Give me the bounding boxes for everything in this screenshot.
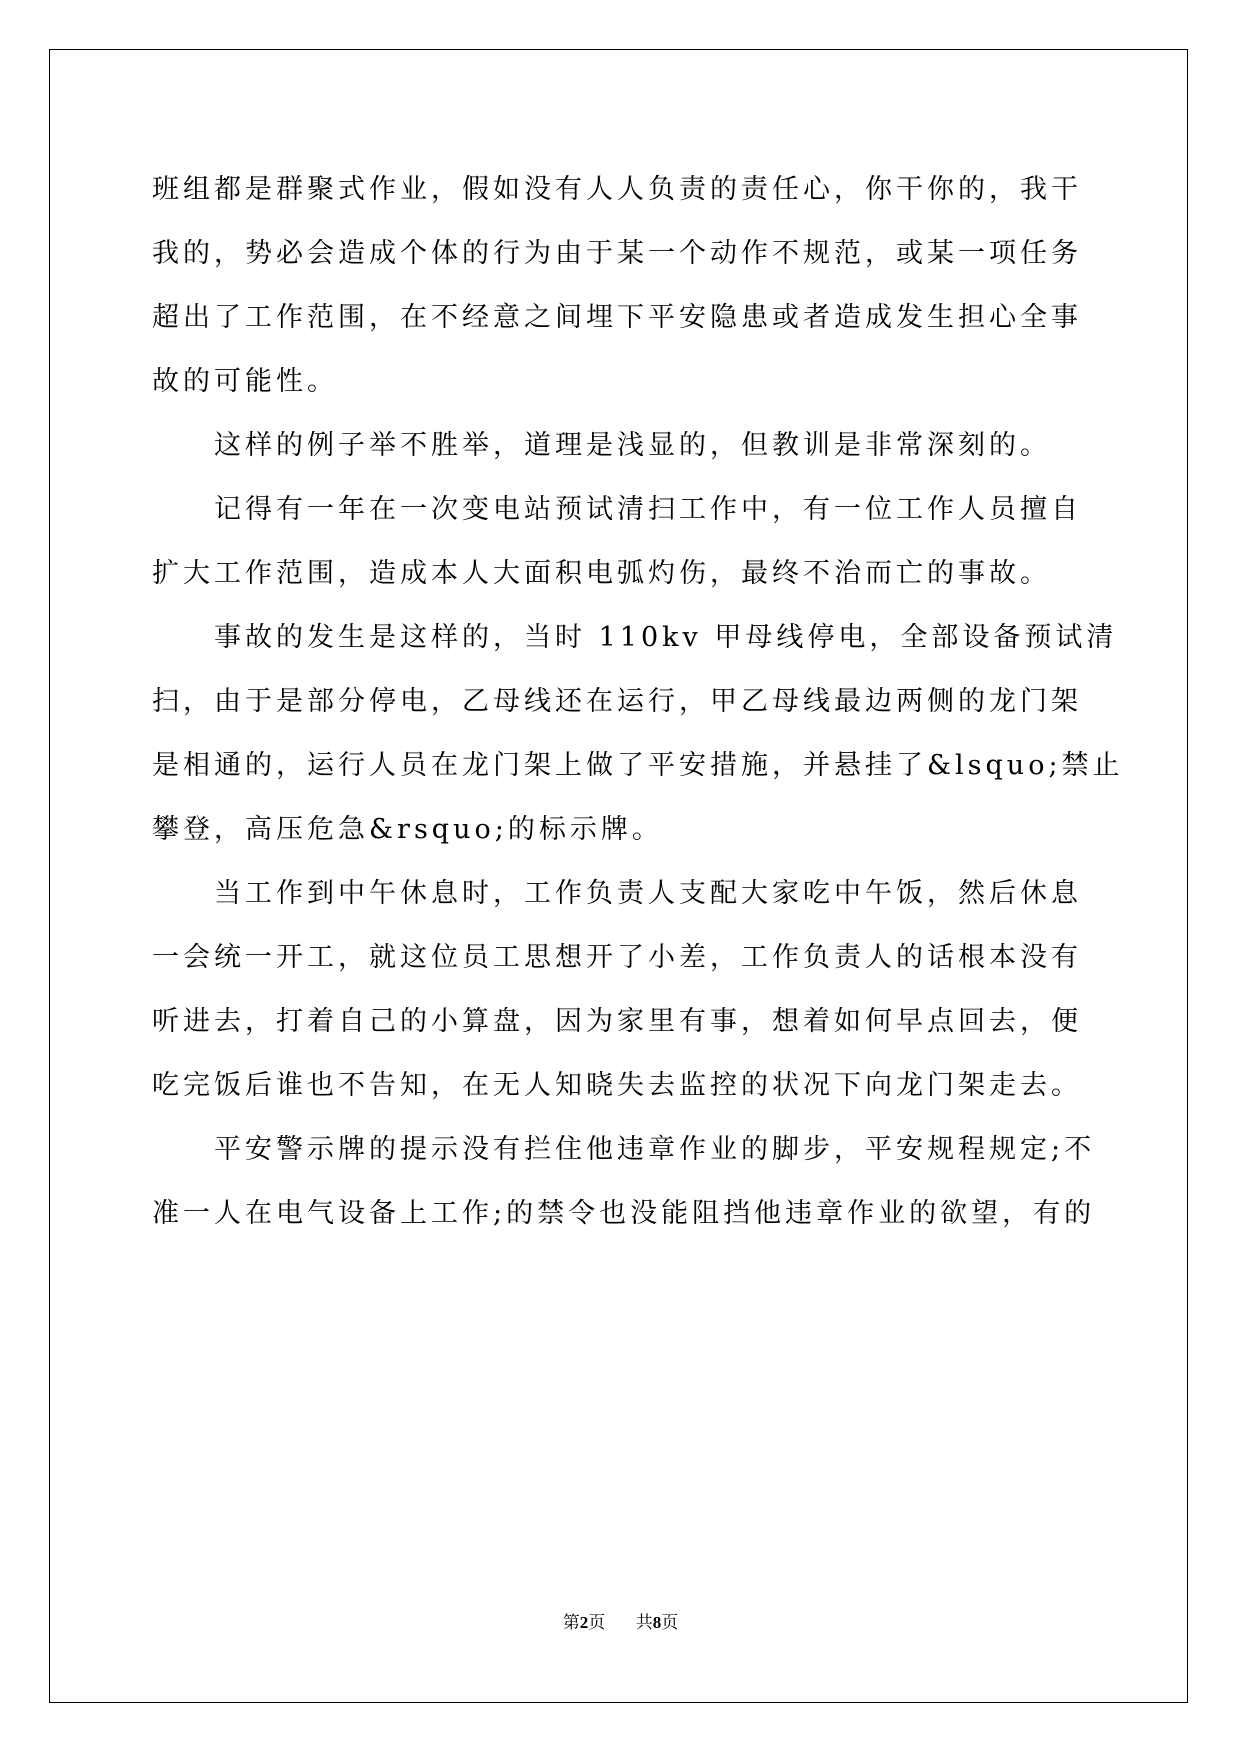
text-line: 记得有一年在一次变电站预试清扫工作中，有一位工作人员擅自 xyxy=(214,494,1082,525)
text-line: 班组都是群聚式作业，假如没有人人负责的责任心，你干你的，我干 xyxy=(152,174,1082,205)
text-line: 听进去，打着自己的小算盘，因为家里有事，想着如何早点回去，便 xyxy=(152,1006,1082,1037)
text-line: 一会统一开工，就这位员工思想开了小差，工作负责人的话根本没有 xyxy=(152,942,1082,973)
text-line: 超出了工作范围，在不经意之间埋下平安隐患或者造成发生担心全事 xyxy=(152,302,1082,333)
text-line: 扩大工作范围，造成本人大面积电弧灼伤，最终不治而亡的事故。 xyxy=(152,558,1051,589)
document-body xyxy=(152,158,1124,1246)
page-number: 第2页 xyxy=(562,1613,606,1632)
text-line: 平安警示牌的提示没有拦住他违章作业的脚步，平安规程规定;不 xyxy=(214,1134,1096,1165)
page-total: 共8页 xyxy=(635,1613,679,1632)
text-line: 是相通的，运行人员在龙门架上做了平安措施，并悬挂了&lsquo;禁止 xyxy=(152,750,1124,781)
page-footer xyxy=(0,1608,1241,1633)
text-line: 我的，势必会造成个体的行为由于某一个动作不规范，或某一项任务 xyxy=(152,238,1082,269)
text-line: 事故的发生是这样的，当时 110kv 甲母线停电，全部设备预试清 xyxy=(214,622,1118,653)
text-line: 这样的例子举不胜举，道理是浅显的，但教训是非常深刻的。 xyxy=(214,430,1051,461)
text-line: 吃完饭后谁也不告知，在无人知晓失去监控的状况下向龙门架走去。 xyxy=(152,1070,1082,1101)
text-line: 当工作到中午休息时，工作负责人支配大家吃中午饭，然后休息 xyxy=(214,878,1082,909)
text-line: 扫，由于是部分停电，乙母线还在运行，甲乙母线最边两侧的龙门架 xyxy=(152,686,1082,717)
text-line: 攀登，高压危急&rsquo;的标示牌。 xyxy=(152,814,663,845)
text-line: 准一人在电气设备上工作;的禁令也没能阻挡他违章作业的欲望，有的 xyxy=(152,1198,1096,1229)
text-line: 故的可能性。 xyxy=(152,366,338,397)
